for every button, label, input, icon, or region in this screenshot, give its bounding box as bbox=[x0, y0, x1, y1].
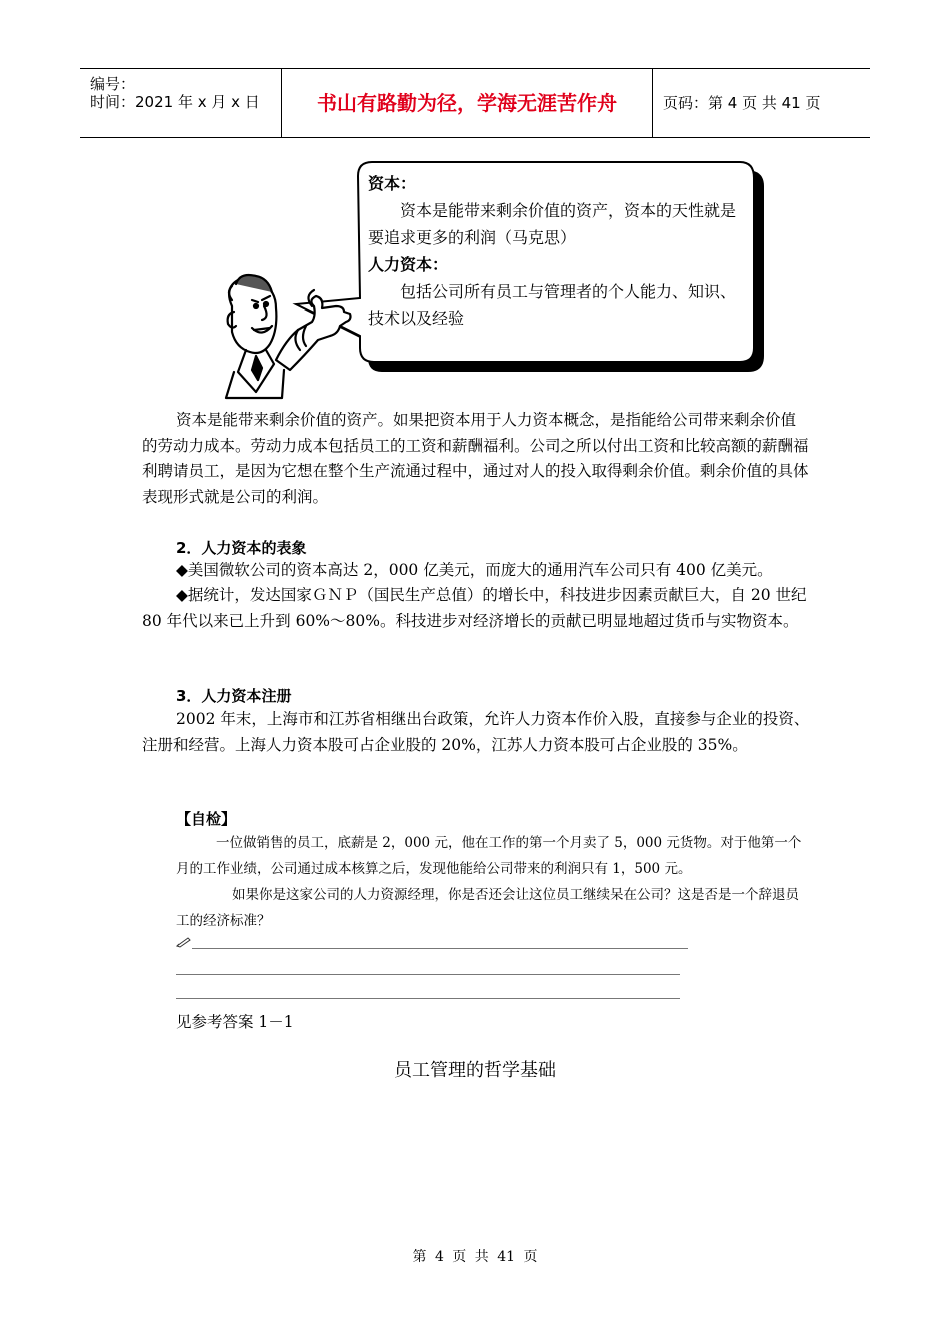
capital-definition: 资本是能带来剩余价值的资产，资本的天性就是要追求更多的利润（马克思） bbox=[368, 201, 737, 247]
intro-paragraph: 资本是能带来剩余价值的资产。如果把资本用于人力资本概念，是指能给公司带来剩余价值的劳动力成本。劳动力成本包括员工的工资和薪酬福利。公司之所以付出工资和比较高额的薪酬福利聘请员工，是因为它想在整个生产流通过程中，通过对人的投入取得剩余价值。剩余价值的具体表现形式就是公司的利润。 bbox=[142, 411, 809, 506]
human-capital-heading: 人力资本： bbox=[368, 255, 449, 274]
section3-text: 2002 年末，上海市和江苏省相继出台政策，允许人力资本作价入股，直接参与企业的投资、注册和经营。上海人力资本股可占企业股的 20%，江苏人力资本股可占企业股的 35%。 bbox=[142, 710, 810, 754]
callout-text bbox=[368, 170, 743, 332]
page-footer: 第 4 页 共 41 页 bbox=[412, 1249, 538, 1265]
cartoon-man-icon bbox=[226, 275, 351, 398]
self-check-question2: 如果你是这家公司的人力资源经理，你是否还会让这位员工继续呆在公司？这是否是一个辞退员工的经济标准？ bbox=[176, 887, 799, 929]
section2-title: 2．人力资本的表象 bbox=[176, 539, 307, 557]
header-page-info: 页码：第 4 页 共 41 页 bbox=[663, 94, 821, 112]
section2-bullet2: ◆据统计，发达国家ＧＮＰ（国民生产总值）的增长中，科技进步因素贡献巨大，自 20 世纪 80 年代以来已上升到 60%～80%。科技进步对经济增长的贡献已明显地超过货币与实物资本。 bbox=[142, 586, 807, 630]
next-section-title: 员工管理的哲学基础 bbox=[394, 1060, 556, 1081]
section3-title: 3．人力资本注册 bbox=[176, 687, 292, 705]
date-label: 时间：2021 年 x 月 x 日 bbox=[90, 93, 260, 111]
capital-heading: 资本： bbox=[368, 174, 417, 193]
human-capital-definition: 包括公司所有员工与管理者的个人能力、知识、技术以及经验 bbox=[368, 282, 737, 328]
section2-bullet1: ◆美国微软公司的资本高达 2，000 亿美元，而庞大的通用汽车公司只有 400 亿美元。 bbox=[176, 561, 773, 579]
pen-icon bbox=[176, 936, 192, 948]
self-check-question1: 一位做销售的员工，底薪是 2，000 元，他在工作的第一个月卖了 5，000 元货物。对于他第一个月的工作业绩，公司通过成本核算之后，发现他能给公司带来的利润只有 1，500 元。 bbox=[176, 835, 802, 877]
self-check-title: 【自检】 bbox=[176, 810, 237, 828]
answer-line[interactable] bbox=[176, 974, 680, 975]
answer-line[interactable] bbox=[176, 998, 680, 999]
answer-line[interactable] bbox=[192, 948, 688, 949]
header-motto: 书山有路勤为径，学海无涯苦作舟 bbox=[282, 69, 653, 137]
answer-reference: 见参考答案 1－1 bbox=[176, 1013, 294, 1031]
number-label: 编号： bbox=[90, 75, 136, 93]
